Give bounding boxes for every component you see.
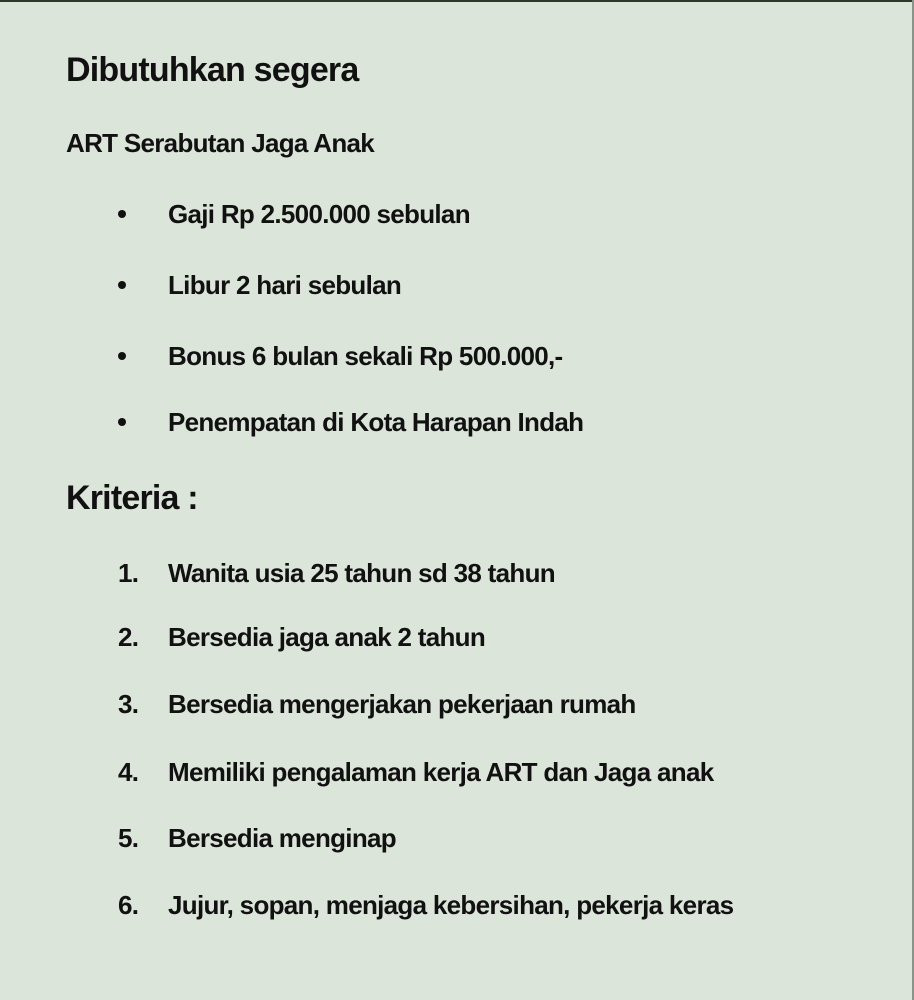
- bullet-icon: [118, 281, 126, 289]
- benefit-item: [114, 197, 470, 231]
- item-number: 2.: [118, 621, 139, 652]
- benefit-text: Penempatan di Kota Harapan Indah: [168, 406, 584, 437]
- criteria-text: Wanita usia 25 tahun sd 38 tahun: [168, 557, 555, 588]
- benefit-item: [114, 268, 401, 302]
- bullet-icon: [118, 210, 126, 218]
- criteria-text: Bersedia jaga anak 2 tahun: [168, 621, 486, 652]
- criteria-item: [118, 821, 396, 855]
- item-number: 1.: [118, 557, 139, 588]
- criteria-heading: Kriteria :: [66, 479, 198, 517]
- benefit-item: [114, 405, 583, 439]
- criteria-text: Bersedia mengerjakan pekerjaan rumah: [168, 688, 636, 719]
- criteria-item: [118, 687, 636, 721]
- benefit-text: Gaji Rp 2.500.000 sebulan: [168, 198, 470, 229]
- item-number: 6.: [118, 889, 139, 920]
- criteria-item: [118, 755, 713, 789]
- item-number: 4.: [118, 756, 139, 787]
- item-number: 5.: [118, 822, 139, 853]
- job-subtitle: ART Serabutan Jaga Anak: [66, 128, 375, 158]
- benefit-text: Libur 2 hari sebulan: [168, 269, 402, 300]
- criteria-item: [118, 888, 733, 922]
- criteria-text: Jujur, sopan, menjaga kebersihan, pekerja keras: [168, 889, 734, 920]
- criteria-text: Bersedia menginap: [168, 822, 396, 853]
- criteria-item: [118, 620, 485, 654]
- item-number: 3.: [118, 688, 139, 719]
- page-title: Dibutuhkan segera: [66, 51, 359, 89]
- bullet-icon: [118, 352, 126, 360]
- criteria-text: Memiliki pengalaman kerja ART dan Jaga anak: [168, 756, 714, 787]
- benefit-text: Bonus 6 bulan sekali Rp 500.000,-: [168, 340, 563, 371]
- benefit-item: [114, 339, 563, 373]
- bullet-icon: [118, 418, 126, 426]
- criteria-item: [118, 556, 555, 590]
